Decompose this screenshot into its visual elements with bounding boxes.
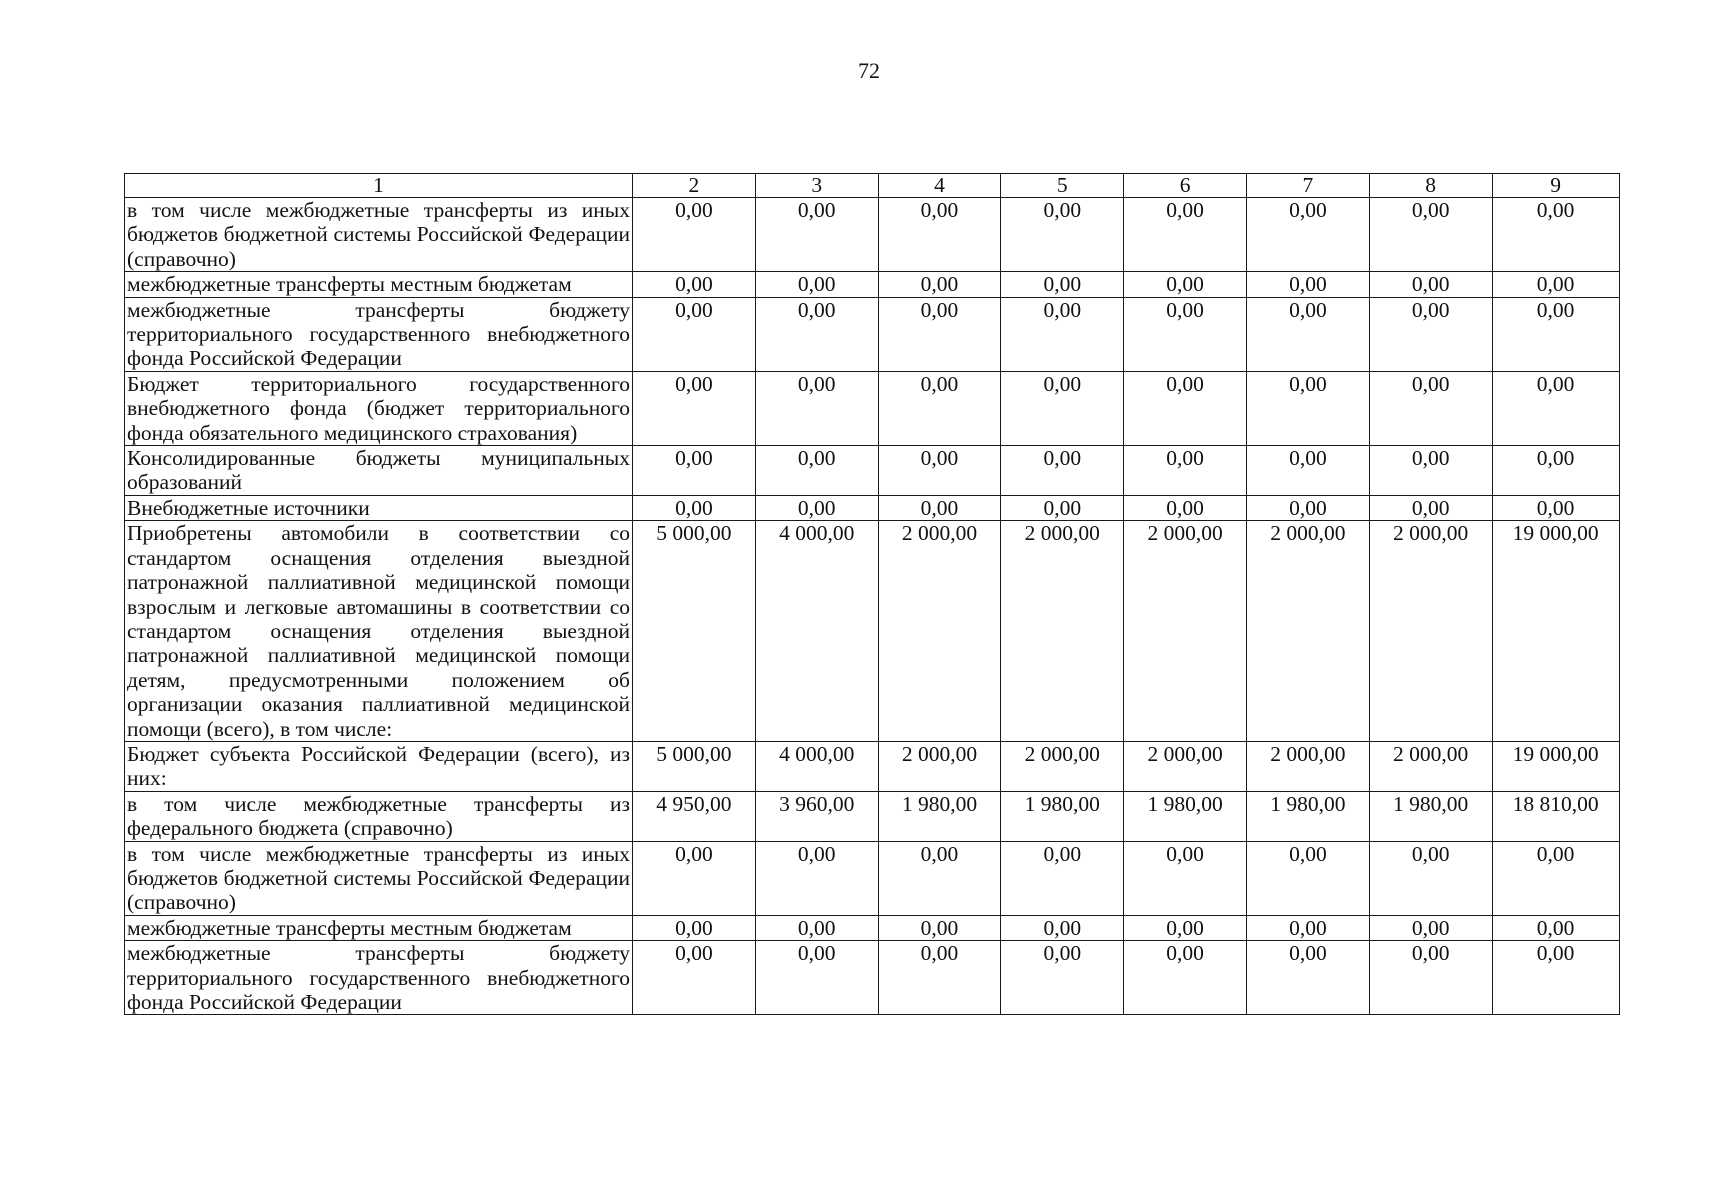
- value-cell: 0,00: [1246, 915, 1369, 940]
- value-cell: 0,00: [878, 941, 1001, 1015]
- value-cell: 4 000,00: [755, 741, 878, 791]
- table-row: [125, 915, 1620, 940]
- value-cell: 0,00: [1492, 841, 1619, 915]
- value-cell: 0,00: [1001, 297, 1124, 371]
- table-row: [125, 446, 1620, 496]
- column-header: 3: [755, 174, 878, 198]
- table-row: [125, 272, 1620, 297]
- value-cell: 0,00: [755, 941, 878, 1015]
- value-cell: 0,00: [1001, 941, 1124, 1015]
- value-cell: 2 000,00: [1369, 741, 1492, 791]
- value-cell: 0,00: [1369, 198, 1492, 272]
- value-cell: 0,00: [878, 297, 1001, 371]
- value-cell: 0,00: [1369, 446, 1492, 496]
- value-cell: 0,00: [1124, 841, 1247, 915]
- table-row: [125, 741, 1620, 791]
- value-cell: 2 000,00: [878, 741, 1001, 791]
- table-body: [125, 198, 1620, 1015]
- value-cell: 2 000,00: [878, 521, 1001, 742]
- row-label: межбюджетные трансферты местным бюджетам: [125, 915, 633, 940]
- column-header: 5: [1001, 174, 1124, 198]
- value-cell: 0,00: [755, 841, 878, 915]
- value-cell: 0,00: [1369, 495, 1492, 520]
- page-number: 72: [858, 58, 880, 83]
- table-row: [125, 521, 1620, 742]
- value-cell: 5 000,00: [633, 741, 756, 791]
- value-cell: 0,00: [1124, 297, 1247, 371]
- value-cell: 0,00: [633, 371, 756, 445]
- value-cell: 0,00: [1492, 941, 1619, 1015]
- value-cell: 0,00: [1124, 371, 1247, 445]
- value-cell: 2 000,00: [1369, 521, 1492, 742]
- value-cell: 0,00: [1124, 198, 1247, 272]
- value-cell: 2 000,00: [1001, 521, 1124, 742]
- value-cell: 0,00: [1124, 272, 1247, 297]
- value-cell: 0,00: [1492, 297, 1619, 371]
- table-row: [125, 371, 1620, 445]
- value-cell: 0,00: [1369, 272, 1492, 297]
- value-cell: 2 000,00: [1124, 521, 1247, 742]
- value-cell: 0,00: [1246, 198, 1369, 272]
- value-cell: 0,00: [1001, 272, 1124, 297]
- value-cell: 0,00: [878, 198, 1001, 272]
- table-row: [125, 841, 1620, 915]
- row-label: Бюджет территориального государственного внебюджетного фонда (бюджет территориального фонда обязательного медицинского страхования): [125, 371, 633, 445]
- value-cell: 3 960,00: [755, 791, 878, 841]
- table-row: [125, 297, 1620, 371]
- value-cell: 0,00: [878, 495, 1001, 520]
- value-cell: 0,00: [1369, 297, 1492, 371]
- value-cell: 0,00: [1124, 941, 1247, 1015]
- value-cell: 1 980,00: [1124, 791, 1247, 841]
- value-cell: 0,00: [1001, 841, 1124, 915]
- value-cell: 0,00: [1246, 297, 1369, 371]
- value-cell: 0,00: [633, 297, 756, 371]
- value-cell: 0,00: [1001, 495, 1124, 520]
- value-cell: 0,00: [1001, 915, 1124, 940]
- value-cell: 0,00: [1124, 915, 1247, 940]
- value-cell: 1 980,00: [1246, 791, 1369, 841]
- row-label: межбюджетные трансферты местным бюджетам: [125, 272, 633, 297]
- table-row: [125, 495, 1620, 520]
- column-header: 9: [1492, 174, 1619, 198]
- row-label: в том числе межбюджетные трансферты из иных бюджетов бюджетной системы Российской Федерации (справочно): [125, 198, 633, 272]
- value-cell: 0,00: [1492, 915, 1619, 940]
- value-cell: 0,00: [878, 915, 1001, 940]
- value-cell: 0,00: [755, 297, 878, 371]
- value-cell: 0,00: [1246, 841, 1369, 915]
- column-header: 7: [1246, 174, 1369, 198]
- value-cell: 0,00: [755, 272, 878, 297]
- value-cell: 0,00: [878, 841, 1001, 915]
- value-cell: 0,00: [1492, 198, 1619, 272]
- value-cell: 19 000,00: [1492, 741, 1619, 791]
- value-cell: 0,00: [1369, 915, 1492, 940]
- value-cell: 0,00: [1246, 371, 1369, 445]
- value-cell: 0,00: [633, 495, 756, 520]
- value-cell: 0,00: [755, 446, 878, 496]
- value-cell: 4 000,00: [755, 521, 878, 742]
- value-cell: 0,00: [755, 198, 878, 272]
- value-cell: 0,00: [755, 371, 878, 445]
- value-cell: 0,00: [1124, 495, 1247, 520]
- value-cell: 2 000,00: [1001, 741, 1124, 791]
- value-cell: 0,00: [1369, 941, 1492, 1015]
- row-label: в том числе межбюджетные трансферты из федерального бюджета (справочно): [125, 791, 633, 841]
- row-label: межбюджетные трансферты бюджету территориального государственного внебюджетного фонда Российской Федерации: [125, 941, 633, 1015]
- value-cell: 0,00: [1369, 841, 1492, 915]
- value-cell: 1 980,00: [1369, 791, 1492, 841]
- value-cell: 0,00: [1001, 371, 1124, 445]
- value-cell: 0,00: [1246, 495, 1369, 520]
- row-label: Внебюджетные источники: [125, 495, 633, 520]
- value-cell: 0,00: [755, 495, 878, 520]
- value-cell: 2 000,00: [1124, 741, 1247, 791]
- value-cell: 2 000,00: [1246, 521, 1369, 742]
- value-cell: 1 980,00: [878, 791, 1001, 841]
- value-cell: 0,00: [1001, 446, 1124, 496]
- value-cell: 0,00: [633, 941, 756, 1015]
- value-cell: 0,00: [1246, 446, 1369, 496]
- value-cell: 5 000,00: [633, 521, 756, 742]
- value-cell: 0,00: [1369, 371, 1492, 445]
- column-header: 1: [125, 174, 633, 198]
- value-cell: 0,00: [1492, 272, 1619, 297]
- table-row: [125, 941, 1620, 1015]
- value-cell: 0,00: [633, 841, 756, 915]
- value-cell: 2 000,00: [1246, 741, 1369, 791]
- row-label: Консолидированные бюджеты муниципальных образований: [125, 446, 633, 496]
- value-cell: 0,00: [1001, 198, 1124, 272]
- value-cell: 0,00: [1492, 446, 1619, 496]
- value-cell: 0,00: [1246, 941, 1369, 1015]
- row-label: Бюджет субъекта Российской Федерации (всего), из них:: [125, 741, 633, 791]
- value-cell: 4 950,00: [633, 791, 756, 841]
- table-row: [125, 791, 1620, 841]
- column-header: 8: [1369, 174, 1492, 198]
- value-cell: 0,00: [1492, 371, 1619, 445]
- header-row: [125, 174, 1620, 198]
- value-cell: 0,00: [878, 272, 1001, 297]
- value-cell: 18 810,00: [1492, 791, 1619, 841]
- value-cell: 0,00: [878, 371, 1001, 445]
- value-cell: 0,00: [1246, 272, 1369, 297]
- column-header: 4: [878, 174, 1001, 198]
- column-header: 6: [1124, 174, 1247, 198]
- value-cell: 0,00: [633, 915, 756, 940]
- table-row: [125, 198, 1620, 272]
- row-label: Приобретены автомобили в соответствии со стандартом оснащения отделения выездной патронажной паллиативной медицинской помощи взрослым и легковые автомашины в соответствии со стандартом оснащения отделения выездной патронажной паллиативной медицинской помощи детям, предусмотренными положением об организации оказания паллиативной медицинской помощи (всего), в том числе:: [125, 521, 633, 742]
- row-label: межбюджетные трансферты бюджету территориального государственного внебюджетного фонда Российской Федерации: [125, 297, 633, 371]
- value-cell: 0,00: [1492, 495, 1619, 520]
- value-cell: 0,00: [633, 198, 756, 272]
- budget-table: [124, 173, 1620, 1015]
- column-header: 2: [633, 174, 756, 198]
- value-cell: 0,00: [633, 272, 756, 297]
- value-cell: 0,00: [755, 915, 878, 940]
- value-cell: 0,00: [878, 446, 1001, 496]
- value-cell: 0,00: [633, 446, 756, 496]
- value-cell: 19 000,00: [1492, 521, 1619, 742]
- value-cell: 0,00: [1124, 446, 1247, 496]
- row-label: в том числе межбюджетные трансферты из иных бюджетов бюджетной системы Российской Федерации (справочно): [125, 841, 633, 915]
- value-cell: 1 980,00: [1001, 791, 1124, 841]
